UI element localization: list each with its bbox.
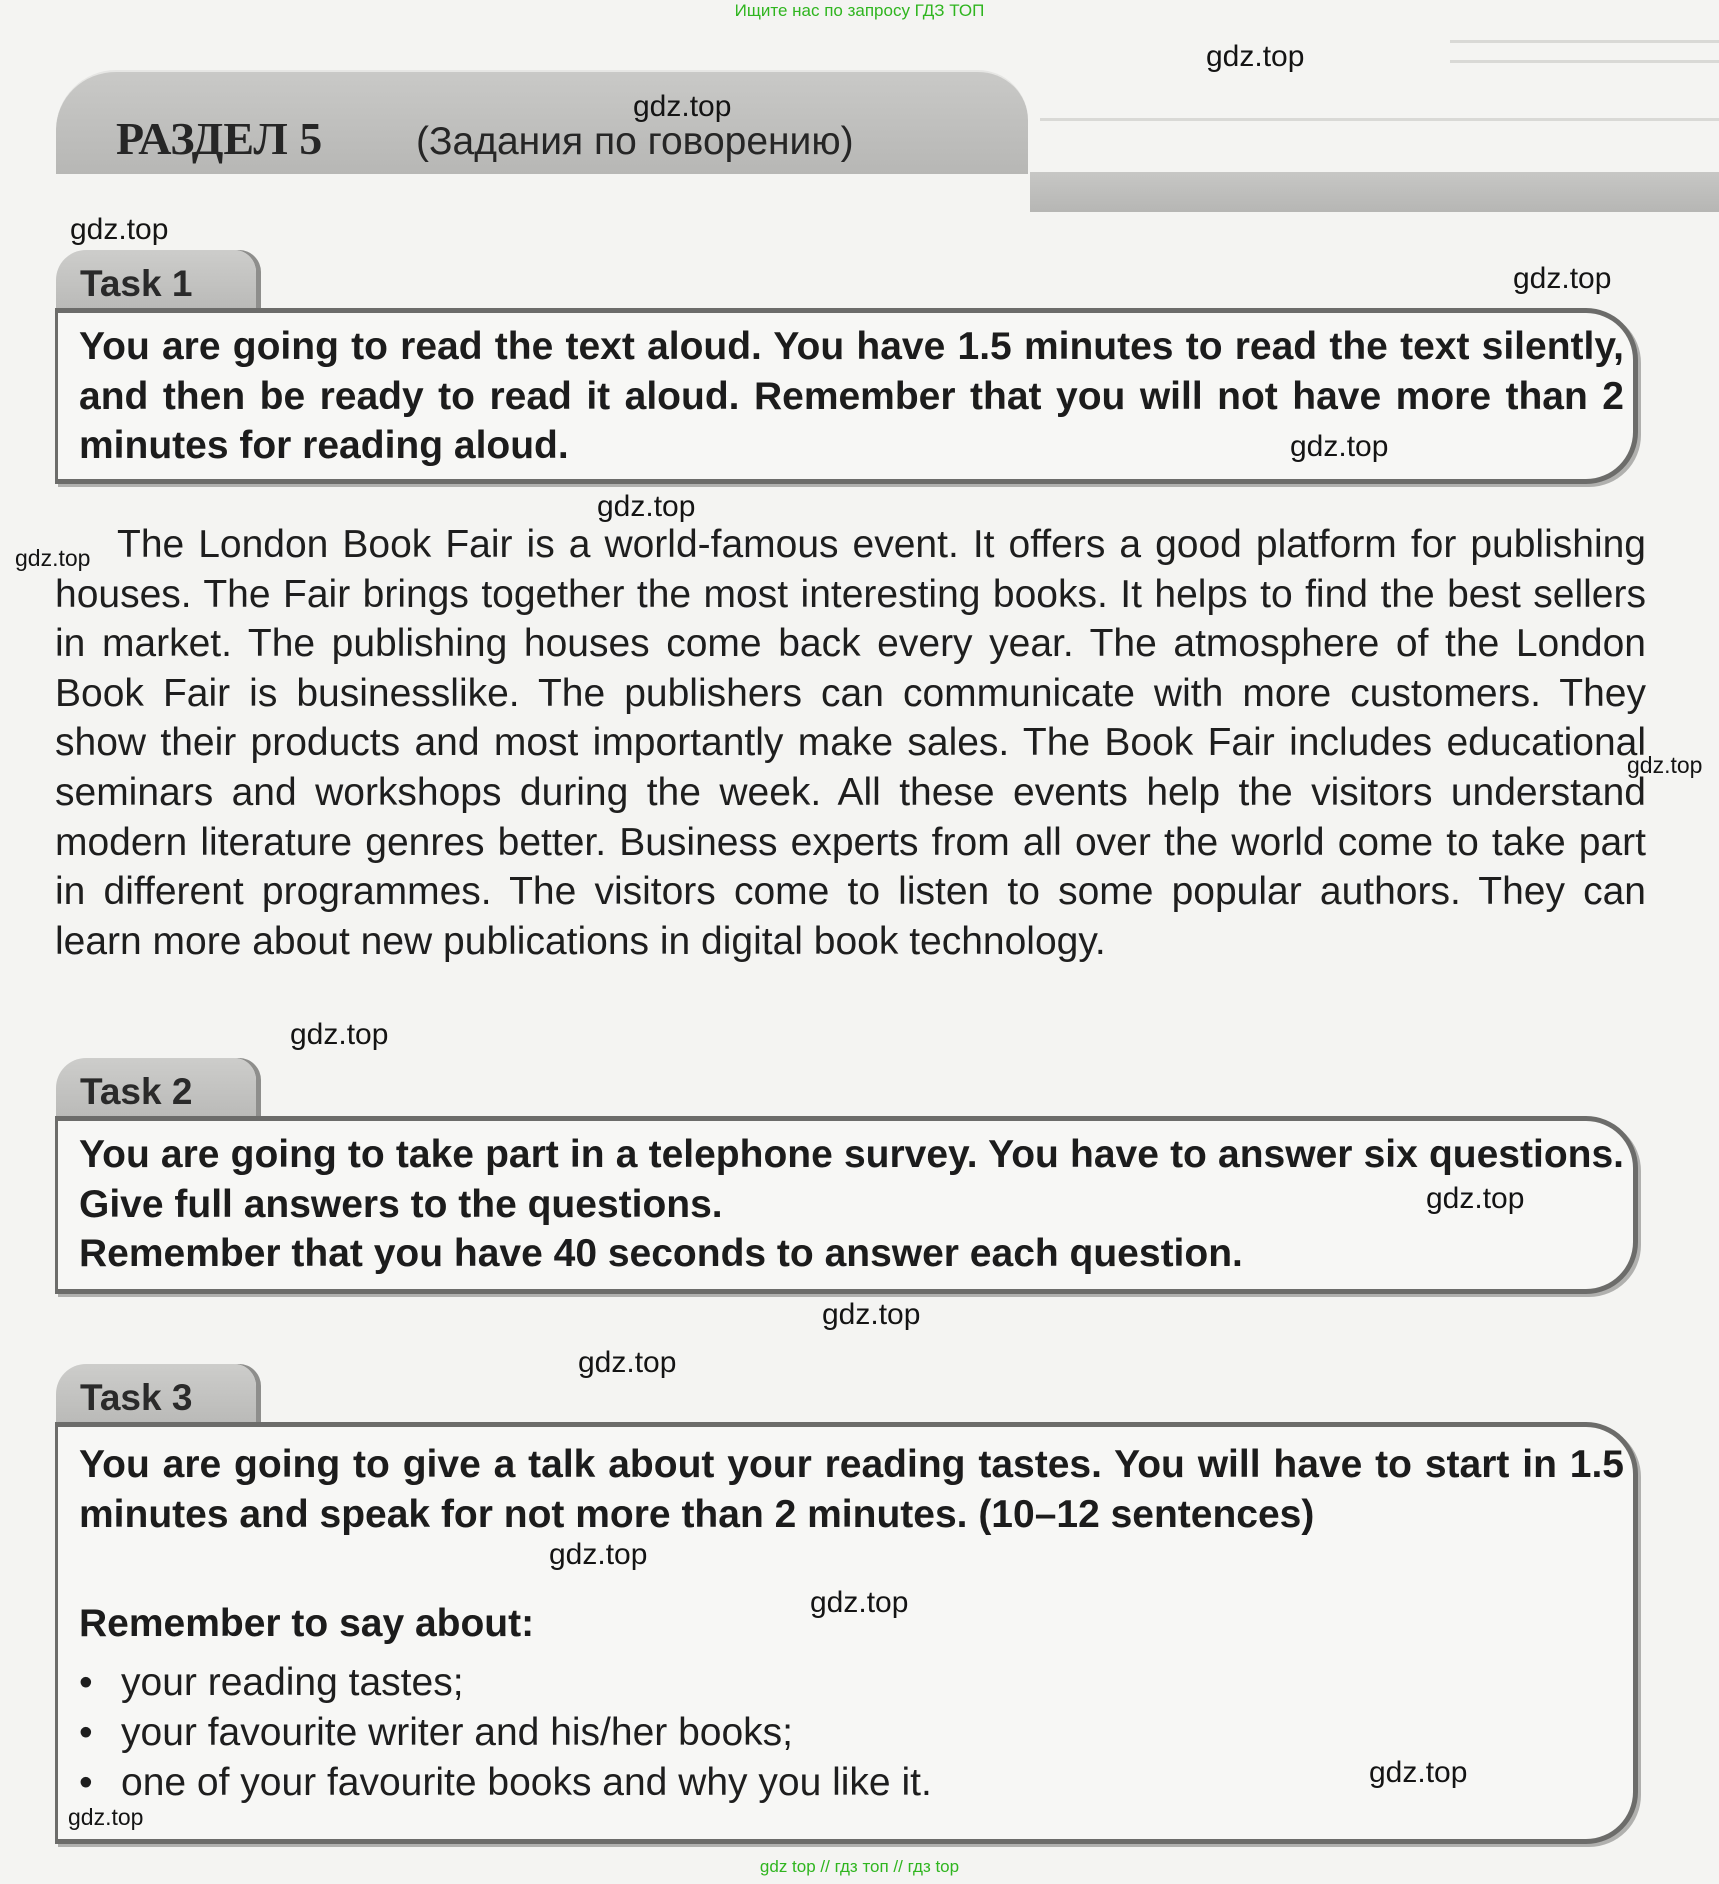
list-item: • your favourite writer and his/her books; (79, 1708, 932, 1758)
task-3-instructions: You are going to give a talk about your reading tastes. You will have to start in 1.5 minutes and speak for not more than 2 minutes. (10–12 sentences) (79, 1443, 1624, 1536)
task-3-label: Task 3 (80, 1377, 193, 1418)
task-2-label: Task 2 (80, 1071, 193, 1112)
watermark: gdz.top (549, 1538, 648, 1571)
bottom-banner: gdz top // гдз топ // гдз top (759, 1857, 960, 1876)
task-3-remember: Remember to say about: (79, 1602, 535, 1645)
task-2-reminder: Remember that you have 40 seconds to answer each question. (79, 1232, 1243, 1275)
task-1-instructions: You are going to read the text aloud. You have 1.5 minutes to read the text silently, and then be ready to read it aloud. Remember that you will not have more than 2 minutes for reading aloud. (79, 325, 1624, 467)
watermark: gdz.top (1206, 40, 1305, 73)
background-line (1040, 118, 1719, 121)
task-3-points (79, 1658, 932, 1808)
background-line (1450, 40, 1719, 43)
watermark: gdz.top (810, 1586, 909, 1619)
section-title: РАЗДЕЛ 5 (116, 113, 323, 164)
task-3-tab (56, 1364, 256, 1426)
background-line (1450, 60, 1719, 63)
watermark: gdz.top (578, 1346, 677, 1379)
watermark: gdz.top (1290, 430, 1389, 463)
watermark: gdz.top (1513, 262, 1612, 295)
watermark: gdz.top (68, 1804, 144, 1830)
list-item: • your reading tastes; (79, 1658, 932, 1708)
task-2-tab (56, 1058, 256, 1120)
watermark: gdz.top (1426, 1182, 1525, 1215)
task-1-tab (56, 250, 256, 312)
bullet-icon: • (79, 1761, 93, 1804)
section-band (1030, 172, 1719, 212)
task-1-label: Task 1 (80, 263, 193, 304)
watermark: gdz.top (633, 90, 732, 123)
list-item: • one of your favourite books and why you like it. (79, 1758, 932, 1808)
task-2-instructions: You are going to take part in a telephone survey. You have to answer six questions. Give full answers to the questions. (79, 1133, 1624, 1226)
bullet-icon: • (79, 1661, 93, 1704)
watermark: gdz.top (290, 1018, 389, 1051)
top-banner: Ищите нас по запросу ГДЗ ТОП (734, 1, 985, 20)
watermark: gdz.top (70, 213, 169, 246)
watermark: gdz.top (15, 545, 91, 571)
section-subtitle: (Задания по говорению) (416, 120, 854, 163)
bullet-icon: • (79, 1711, 93, 1754)
watermark: gdz.top (597, 490, 696, 523)
reading-passage: The London Book Fair is a world-famous event. It offers a good platform for publishing houses. The Fair brings together the most interesting books. It helps to find the best sellers in market. The publishing houses come back every year. The atmosphere of the London Book Fair is businesslike. The publishers can communicate with more customers. They show their products and most importantly make sales. The Book Fair includes educational seminars and workshops during the week. All these events help the visitors understand modern literature genres better. Business experts from all over the world come to take part in different programmes. The visitors come to listen to some popular authors. They can learn more about new publications in digital book technology. (55, 523, 1646, 963)
watermark: gdz.top (1369, 1756, 1468, 1789)
watermark: gdz.top (822, 1298, 921, 1331)
watermark: gdz.top (1627, 752, 1703, 778)
